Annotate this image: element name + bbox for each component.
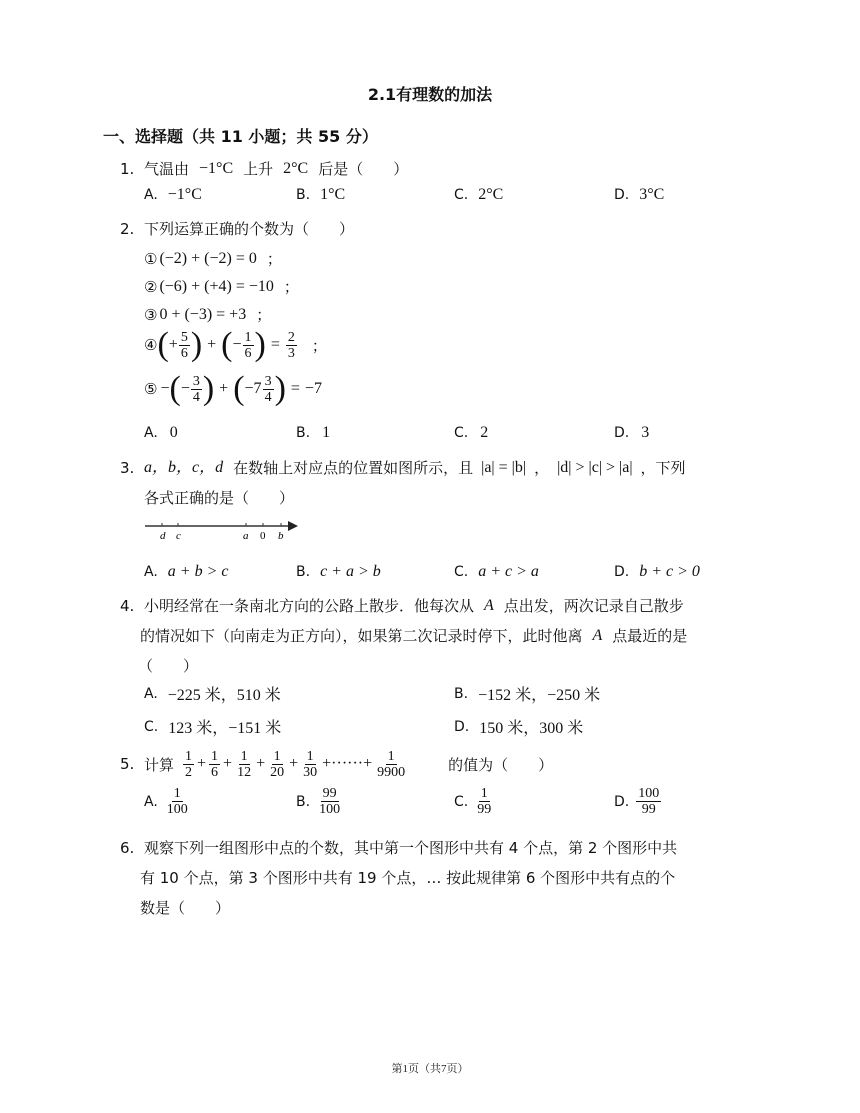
q2-options <box>144 424 744 446</box>
fraction: $\frac{1}{100}$ <box>166 786 188 817</box>
fraction: $\frac{3}{4}$ <box>264 373 272 405</box>
option-c: C. 123 米，−151 米 <box>144 718 282 737</box>
q2-item-5: ⑤ − ( − $\frac{3}{4}$ ) + ( −7 $\frac{3}{4}$ ) = −7 <box>144 370 322 407</box>
q3-cond-2: |d| > |c| > |a| <box>557 459 633 476</box>
q6-line-3: 数是（ ） <box>140 899 231 917</box>
option-c: C. a + c > a <box>454 563 539 580</box>
option-b: B. 1 <box>296 424 331 441</box>
q6-line-2: 有 10 个点，第 3 个图形中共有 19 个点，… 按此规律第 6 个图形中共有点的个 <box>140 869 676 887</box>
question-number: 2. <box>120 220 135 238</box>
q2-item-3: ③ 0 + (−3) = +3 ； <box>144 305 272 324</box>
section-header: 一、选择题（共 11 小题；共 55 分） <box>103 127 378 146</box>
q1-math-a: −1°C <box>199 160 234 177</box>
q2-text: 下列运算正确的个数为（ ） <box>144 220 355 238</box>
question-6: 6. 观察下列一组图形中点的个数，其中第一个图形中共有 4 个点，第 2 个图形中共 <box>120 833 677 863</box>
fraction: $\frac{5}{6}$ <box>180 329 188 361</box>
label-a: a <box>243 530 249 542</box>
option-d: D. 3°C <box>614 186 665 203</box>
question-5: 5. 计算 $\frac{1}{2}$ + $\frac{1}{6}$ + $\frac{1}{12}$ + $\frac{1}{20}$ + $\frac{1}{30}$ +······+ $\frac{1}{9900}$ 的值为（ ） <box>120 748 554 780</box>
option-c: C. 2 <box>454 424 489 441</box>
q1-options <box>144 186 744 208</box>
option-c: C. 2°C <box>454 186 504 203</box>
option-d: D. $\frac{100}{99}$ <box>614 786 660 817</box>
fraction: $\frac{1}{9900}$ <box>377 748 406 780</box>
q3-options <box>144 563 744 585</box>
question-2 <box>120 214 354 244</box>
q1-text-a: 气温由 <box>144 160 190 178</box>
q5-options <box>144 786 744 826</box>
number-line-figure <box>140 516 305 546</box>
question-number: 6. <box>120 839 135 857</box>
q1-math-b: 2°C <box>283 160 309 177</box>
option-d: D. 3 <box>614 424 650 441</box>
q4-options <box>144 682 764 742</box>
page-title: 2.1有理数的加法 <box>367 85 493 104</box>
q2-item-4: ④ ( + $\frac{5}{6}$ ) + ( − $\frac{1}{6}$ ) = $\frac{2}{3}$ ； <box>144 326 327 363</box>
option-a: A. −1°C <box>144 186 202 203</box>
fraction: $\frac{1}{20}$ <box>270 748 285 780</box>
option-b: B. c + a > b <box>296 563 381 580</box>
question-3: 3. a，b，c，d 在数轴上对应点的位置如图所示，且 |a| = |b| ， |d| > |c| > |a| ，下列 <box>120 453 686 483</box>
q4-line-3: （ ） <box>138 657 199 675</box>
q3-cond-1: |a| = |b| <box>481 459 527 476</box>
fraction: $\frac{1}{6}$ <box>244 329 252 361</box>
arrow-head <box>288 521 298 531</box>
fraction: $\frac{100}{99}$ <box>638 786 660 817</box>
option-c: C. $\frac{1}{99}$ <box>454 786 492 817</box>
fraction: $\frac{1}{12}$ <box>237 748 252 780</box>
option-d: D. 150 米，300 米 <box>454 718 584 737</box>
q2-item-1: ① (−2) + (−2) = 0 ； <box>144 249 282 268</box>
fraction: $\frac{1}{2}$ <box>185 748 193 780</box>
option-b: B. 1°C <box>296 186 346 203</box>
option-a: A. 0 <box>144 424 178 441</box>
option-a: A. $\frac{1}{100}$ <box>144 786 188 817</box>
label-c: c <box>176 530 181 542</box>
label-d: d <box>160 530 166 542</box>
fraction: $\frac{3}{4}$ <box>192 373 200 405</box>
q2-item-2: ② (−6) + (+4) = −10 ； <box>144 277 299 296</box>
question-number: 3. <box>120 459 135 477</box>
option-a: A. a + b > c <box>144 563 229 580</box>
question-1 <box>120 154 408 184</box>
label-b: b <box>278 530 284 542</box>
page-footer: 第1页（共7页） <box>391 1063 469 1075</box>
fraction: $\frac{1}{6}$ <box>211 748 219 780</box>
option-d: D. b + c > 0 <box>614 563 700 580</box>
question-number: 1. <box>120 160 135 178</box>
option-b: B. $\frac{99}{100}$ <box>296 786 341 817</box>
fraction: $\frac{1}{99}$ <box>477 786 492 817</box>
q3-vars: a，b，c，d <box>144 459 224 476</box>
question-4: 4. 小明经常在一条南北方向的公路上散步．他每次从 A 点出发，两次记录自己散步 <box>120 591 684 621</box>
q1-text-c: 后是（ ） <box>318 160 409 178</box>
fraction: $\frac{99}{100}$ <box>319 786 341 817</box>
question-number: 4. <box>120 597 135 615</box>
fraction: $\frac{2}{3}$ <box>287 329 295 361</box>
option-a: A. −225 米，510 米 <box>144 685 281 704</box>
question-number: 5. <box>120 755 135 773</box>
fraction: $\frac{1}{30}$ <box>303 748 318 780</box>
q4-line-2: 的情况如下（向南走为正方向），如果第二次记录时停下，此时他离 A 点最近的是 <box>140 627 688 645</box>
q3-text-c: 各式正确的是（ ） <box>144 489 295 507</box>
option-b: B. −152 米，−250 米 <box>454 685 601 704</box>
q1-text-b: 上升 <box>243 160 274 178</box>
label-0: 0 <box>260 530 266 542</box>
